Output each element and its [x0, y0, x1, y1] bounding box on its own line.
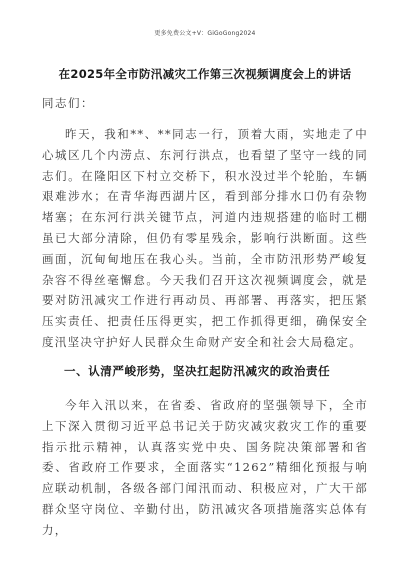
section-paragraph: 今年入汛以来，在省委、省政府的坚强领导下，全市上下深入贯彻习近平总书记关于防灾减灾救灾工作的重要指示批示精神，认真落实党中央、国务院决策部署和省委、省政府工作要求，全面落实“1262”精细化预报与响应联动机制，各级各部门闻汛而动、积极应对，广大干部群众坚守岗位、辛勤付出，防汛减灾各项措施落实总体有力， [42, 398, 368, 537]
section-heading: 一、认清严峻形势，坚决扛起防汛减灾的政治责任 [64, 364, 331, 378]
document-title: 在2025年全市防汛减灾工作第三次视频调度会上的讲话 [58, 67, 352, 81]
header-note: 更多免费公文+V：GiGoGong2024 [154, 30, 256, 37]
body-paragraph: 昨天，我和**、**同志一行，顶着大雨，实地走了中心城区几个内涝点、东河行洪点，也看望了坚守一线的同志们。在隆阳区下村立交桥下，积水没过半个轮胎，车辆艰难涉水；在青华海西湖片区，看到部分排水口仍有杂物堵塞；在东河行洪关键节点，河道内违规搭建的临时工棚虽已大部分清除，但仍有零星残余，影响行洪断面。这些画面，沉甸甸地压在我心头。当前，全市防汛形势严峻复杂容不得丝毫懈怠。今天我们召开这次视频调度会，就是要对防汛减灾工作进行再动员、再部署、再落实，把压紧压实责任、把责任压得更实，把工作抓得更细，确保安全度汛坚决守护好人民群众生命财产安全和社会大局稳定。 [42, 127, 368, 349]
salutation: 同志们： [42, 96, 94, 110]
